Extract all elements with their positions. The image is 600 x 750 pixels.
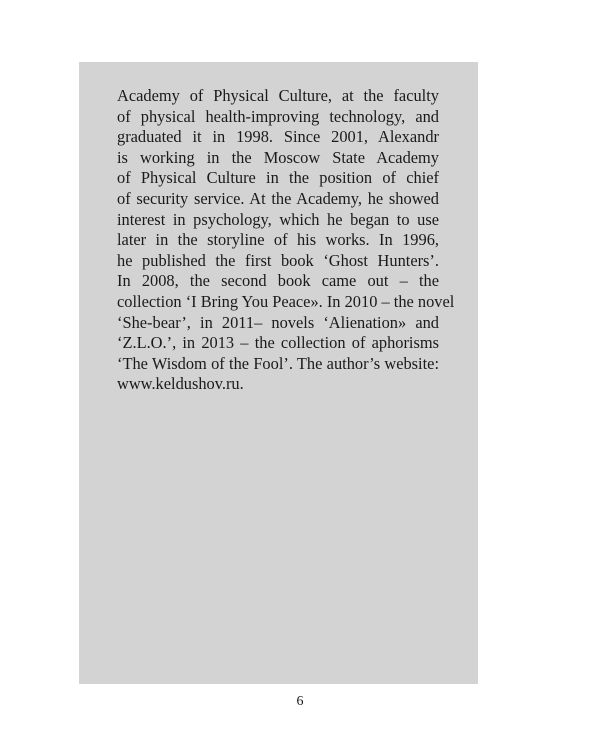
text-line-11: collection ‘I Bring You Peace». In 2010 – the novel bbox=[117, 291, 455, 311]
text-line-9: he published the first book ‘Ghost Hunters’. bbox=[117, 250, 439, 270]
text-line-13: ‘Z.L.O.’, in 2013 – the collection of aphorisms bbox=[117, 333, 439, 353]
text-line-15: www.keldushov.ru. bbox=[117, 374, 244, 394]
text-line-2: of physical health-improving technology, and bbox=[117, 106, 439, 126]
text-line-12: ‘She-bear’, in 2011– novels ‘Alienation» and bbox=[117, 312, 439, 332]
text-line-6: of security service. At the Academy, he showed bbox=[117, 188, 439, 208]
page-number: 6 bbox=[296, 694, 304, 709]
text-panel bbox=[79, 62, 478, 684]
text-line-7: interest in psychology, which he began to use bbox=[117, 209, 439, 229]
body-paragraph bbox=[117, 86, 455, 395]
text-line-8: later in the storyline of his works. In 1996, bbox=[117, 230, 439, 250]
text-line-10: In 2008, the second book came out – the bbox=[117, 271, 439, 291]
text-line-14: ‘The Wisdom of the Fool’. The author’s website: bbox=[117, 353, 439, 373]
text-line-4: is working in the Moscow State Academy bbox=[117, 147, 439, 167]
text-line-1: Academy of Physical Culture, at the faculty bbox=[117, 86, 439, 105]
text-line-5: of Physical Culture in the position of chief bbox=[117, 168, 439, 188]
text-line-3: graduated it in 1998. Since 2001, Alexandr bbox=[117, 127, 439, 147]
